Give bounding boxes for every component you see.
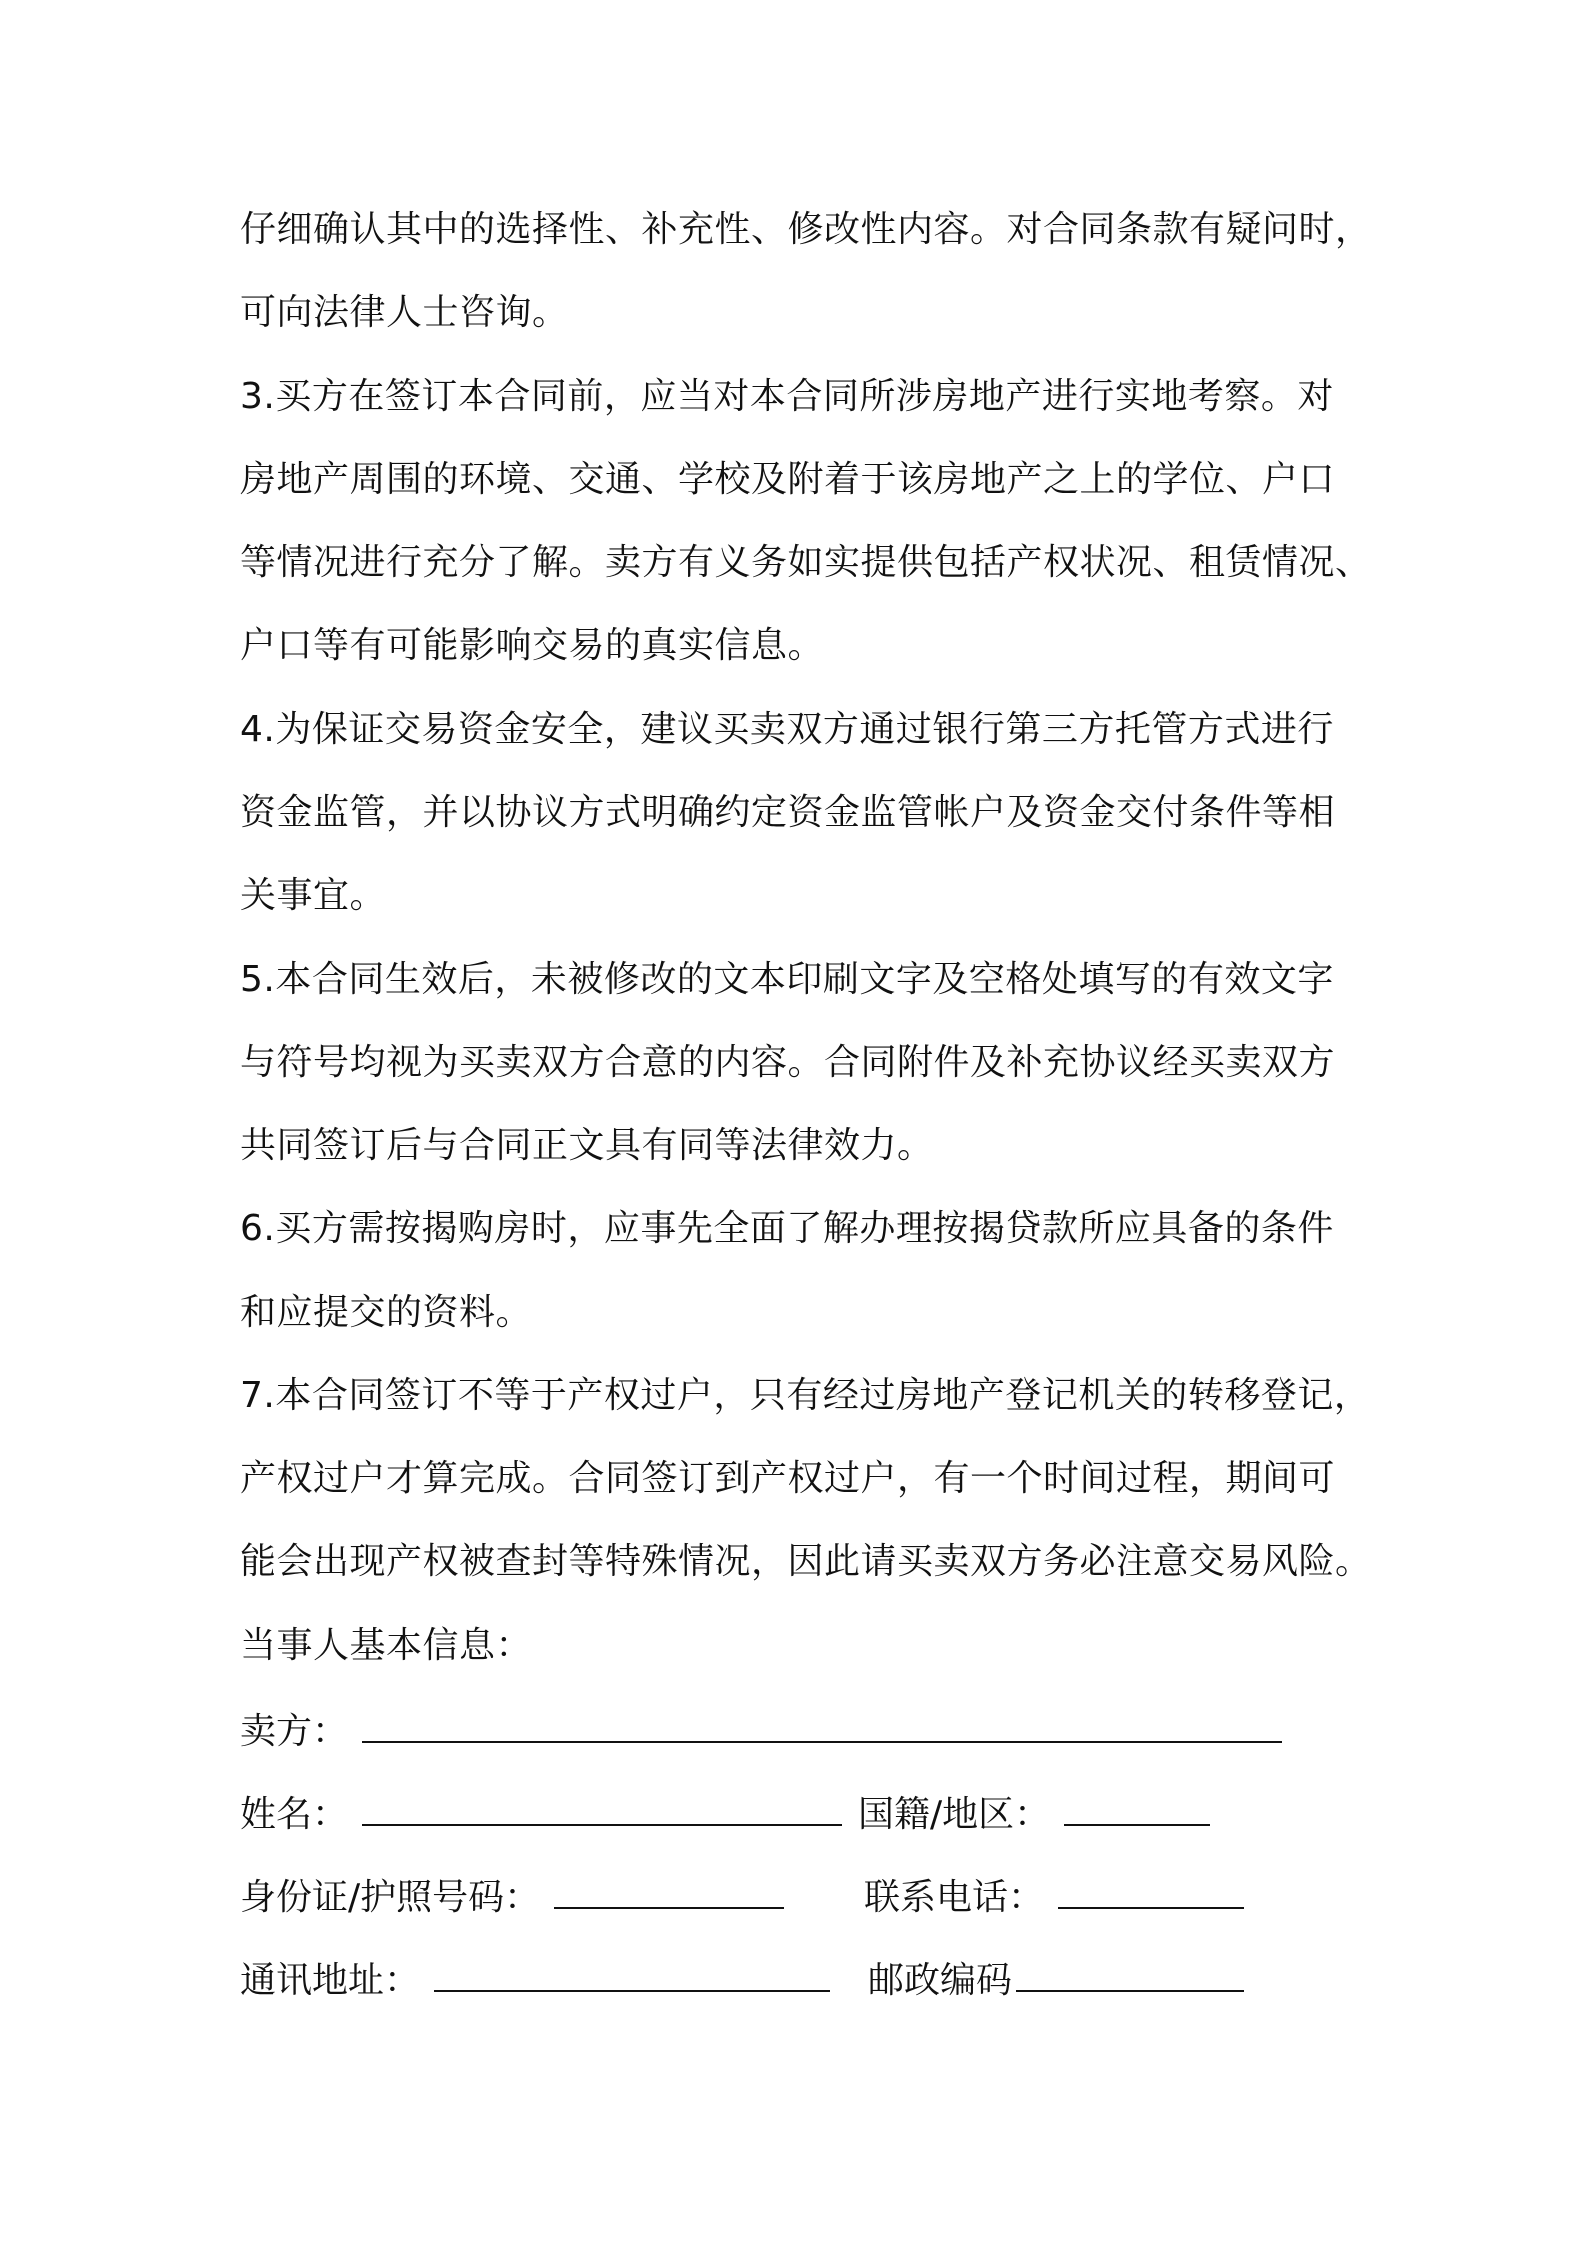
seller-label: 卖方： — [240, 1711, 349, 1752]
body-text-line: 能会出现产权被查封等特殊情况，因此请买卖双方务必注意交易风险。 — [240, 1541, 1372, 1582]
body-text-line: 4.为保证交易资金安全，建议买卖双方通过银行第三方托管方式进行 — [240, 709, 1334, 750]
name-blank-field[interactable] — [362, 1790, 842, 1826]
address-label: 通讯地址： — [240, 1960, 421, 2001]
name-field-group — [240, 1790, 842, 1837]
nationality-blank-field[interactable] — [1064, 1790, 1210, 1826]
body-text-line: 7.本合同签订不等于产权过户，只有经过房地产登记机关的转移登记， — [240, 1375, 1371, 1416]
body-text-line: 关事宜。 — [240, 875, 387, 916]
phone-field-group — [864, 1873, 1244, 1920]
nationality-label: 国籍/地区： — [858, 1794, 1051, 1835]
body-text-line: 产权过户才算完成。合同签订到产权过户，有一个时间过程，期间可 — [240, 1458, 1336, 1499]
phone-label: 联系电话： — [864, 1877, 1045, 1918]
section-heading: 当事人基本信息： — [240, 1625, 533, 1666]
body-text-line: 5.本合同生效后，未被修改的文本印刷文字及空格处填写的有效文字 — [240, 959, 1334, 1000]
name-row — [240, 1790, 1340, 1834]
address-blank-field[interactable] — [434, 1956, 830, 1992]
body-text-line: 与符号均视为买卖双方合意的内容。合同附件及补充协议经买卖双方 — [240, 1042, 1336, 1083]
postcode-label: 邮政编码 — [868, 1960, 1013, 2001]
id-field-group — [240, 1873, 784, 1920]
nationality-field-group — [858, 1790, 1210, 1837]
id-label: 身份证/护照号码： — [240, 1877, 541, 1918]
body-text-line: 和应提交的资料。 — [240, 1292, 533, 1333]
address-row — [240, 1956, 1340, 2000]
body-text-line: 仔细确认其中的选择性、补充性、修改性内容。对合同条款有疑问时， — [240, 209, 1372, 250]
body-text-line: 共同签订后与合同正文具有同等法律效力。 — [240, 1125, 934, 1166]
name-label: 姓名： — [240, 1794, 349, 1835]
seller-row — [240, 1707, 1340, 1754]
postcode-blank-field[interactable] — [1016, 1956, 1244, 1992]
id-blank-field[interactable] — [554, 1873, 784, 1909]
phone-blank-field[interactable] — [1058, 1873, 1244, 1909]
body-text-line: 6.买方需按揭购房时，应事先全面了解办理按揭贷款所应具备的条件 — [240, 1208, 1334, 1249]
body-text-line: 可向法律人士咨询。 — [240, 292, 569, 333]
body-text-line: 等情况进行充分了解。卖方有义务如实提供包括产权状况、租赁情况、 — [240, 542, 1372, 583]
address-field-group — [240, 1956, 830, 2003]
body-text-line: 资金监管，并以协议方式明确约定资金监管帐户及资金交付条件等相 — [240, 792, 1336, 833]
body-text-line: 户口等有可能影响交易的真实信息。 — [240, 625, 825, 666]
id-row — [240, 1873, 1340, 1917]
postcode-field-group — [868, 1956, 1244, 2003]
seller-blank-field[interactable] — [362, 1707, 1282, 1743]
body-text-line: 房地产周围的环境、交通、学校及附着于该房地产之上的学位、户口 — [240, 459, 1336, 500]
body-text-line: 3.买方在签订本合同前，应当对本合同所涉房地产进行实地考察。对 — [240, 376, 1334, 417]
